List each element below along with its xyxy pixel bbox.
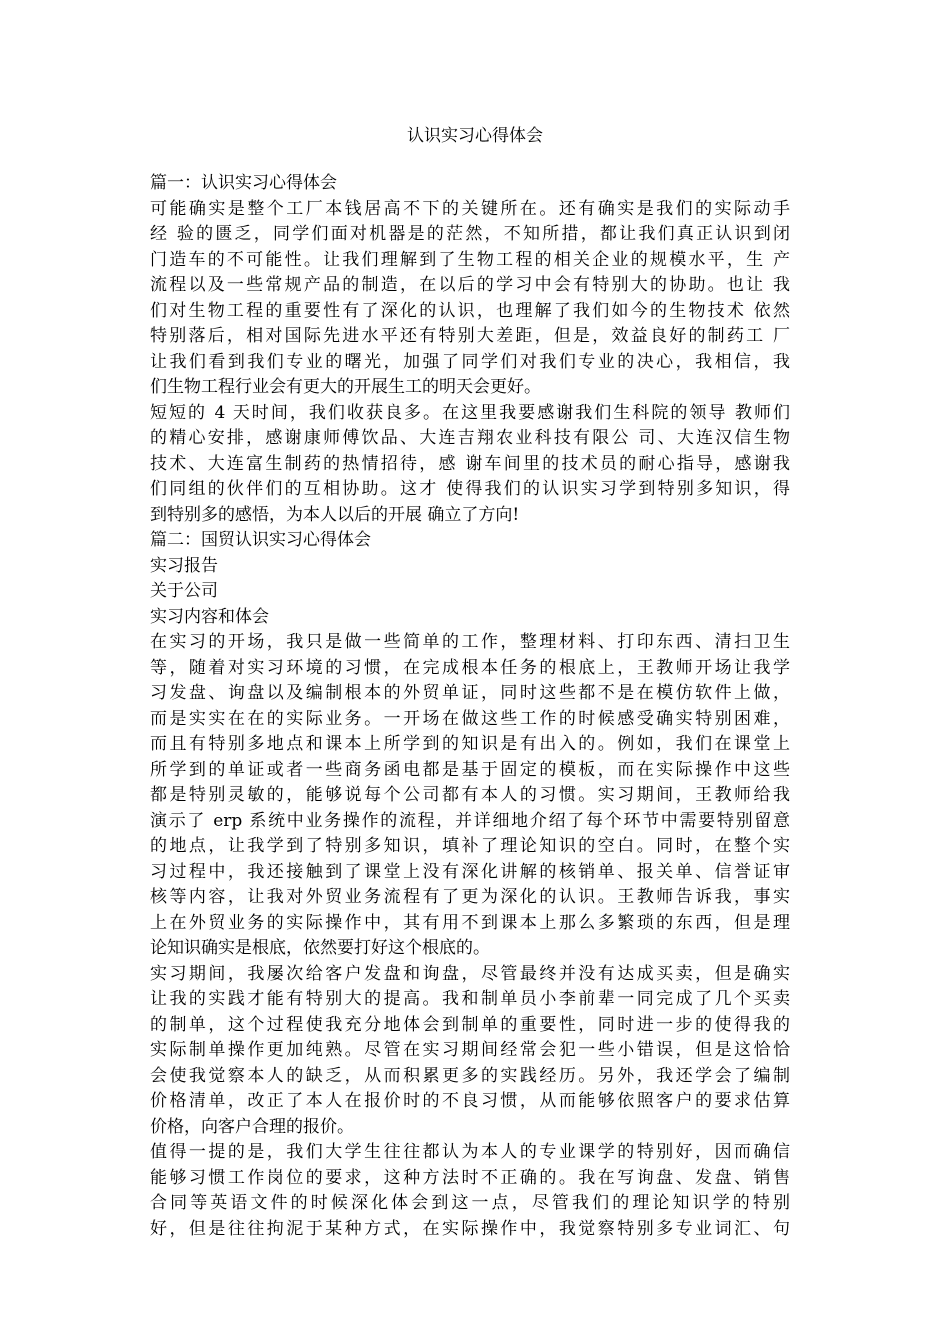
paragraph-line: 好，但是往往拘泥于某种方式，在实际操作中，我觉察特别多专业词汇、句 [150, 1218, 790, 1239]
paragraph-line: 合同等英语文件的时候深化体会到这一点，尽管我们的理论知识学的特别 [150, 1193, 790, 1213]
paragraph-line: 让我的实践才能有特别大的提高。我和制单员小李前辈一同完成了几个买卖 [150, 989, 790, 1009]
paragraph-line: 习发盘、询盘以及编制根本的外贸单证，同时这些都不是在模仿软件上做， [150, 683, 790, 703]
paragraph-line: 们生物工程行业会有更大的开展生工的明天会更好。 [150, 377, 541, 397]
paragraph-line: 上在外贸业务的实际操作中，其有用不到课本上那么多繁琐的东西，但是理 [150, 912, 790, 933]
paragraph-line: 论知识确实是根底，依然要打好这个根底的。 [150, 938, 490, 958]
paragraph-line: 可能确实是整个工厂本钱居高不下的关键所在。还有确实是我们的实际动手 [150, 198, 790, 219]
document-body [150, 171, 790, 1242]
paragraph-4 [150, 962, 790, 1141]
subheading-report: 实习报告 [150, 555, 218, 576]
paragraph-line: 在实习的开场，我只是做一些简单的工作，整理材料、打印东西、清扫卫生 [150, 632, 790, 652]
subheading-content: 实习内容和体会 [150, 606, 269, 627]
paragraph-line: 都是特别灵敏的，能够说每个公司都有本人的习惯。实习期间，王教师给我 [150, 785, 790, 805]
paragraph-line: 流程以及一些常规产品的制造，在以后的学习中会有特别大的协助。也让 我 [150, 275, 790, 295]
paragraph-line: 价格清单，改正了本人在报价时的不良习惯，从而能够依照客户的要求估算 [150, 1091, 790, 1111]
paragraph-line: 演示了 erp 系统中业务操作的流程，并详细地介绍了每个环节中需要特别留意 [150, 810, 790, 831]
paragraph-line: 的精心安排，感谢康师傅饮品、大连吉翔农业科技有限公 司、大连汉信生物 [150, 428, 790, 448]
paragraph-line: 的制单，这个过程使我充分地体会到制单的重要性，同时进一步的使得我的 [150, 1014, 790, 1035]
paragraph-line: 门造车的不可能性。让我们理解到了生物工程的相关企业的规模水平，生 产 [150, 249, 790, 270]
paragraph-line: 会使我觉察本人的缺乏，从而积累更多的实践经历。另外，我还学会了编制 [150, 1065, 790, 1086]
paragraph-2 [150, 401, 790, 529]
paragraph-line: 等，随着对实习环境的习惯，在完成根本任务的根底上，王教师开场让我学 [150, 657, 790, 678]
paragraph-3 [150, 630, 790, 962]
part1-heading: 篇一：认识实习心得体会 [150, 173, 337, 193]
paragraph-line: 经 验的匮乏，同学们面对机器是的茫然，不知所措，都让我们真正认识到闭 [150, 224, 790, 244]
document-title: 认识实习心得体会 [407, 126, 543, 146]
paragraph-line: 让我们看到我们专业的曙光，加强了同学们对我们专业的决心，我相信，我 [150, 351, 790, 372]
paragraph-line: 实际制单操作更加纯熟。尽管在实习期间经常会犯一些小错误，但是这恰恰 [150, 1040, 790, 1060]
paragraph-line: 而且有特别多地点和课本上所学到的知识是有出入的。例如，我们在课堂上 [150, 734, 790, 754]
paragraph-line: 到特别多的感悟，为本人以后的开展 确立了方向! [150, 504, 520, 525]
paragraph-line: 而是实实在在的实际业务。一开场在做这些工作的时候感受确实特别困难， [150, 708, 790, 729]
paragraph-line: 技术、大连富生制药的热情招待，感 谢车间里的技术员的耐心指导，感谢我 [150, 453, 790, 474]
paragraph-line: 核等内容，让我对外贸业务流程有了更为深化的认识。王教师告诉我，事实 [150, 887, 790, 907]
paragraph-line: 们对生物工程的重要性有了深化的认识，也理解了我们如今的生物技术 依然 [150, 300, 790, 321]
paragraph-5 [150, 1140, 790, 1242]
paragraph-1 [150, 197, 790, 401]
paragraph-line: 特别落后，相对国际先进水平还有特别大差距，但是，效益良好的制药工 厂 [150, 326, 790, 346]
paragraph-line: 的地点，让我学到了特别多知识，填补了理论知识的空白。同时，在整个实 [150, 836, 790, 856]
subheading-company: 关于公司 [150, 581, 218, 601]
paragraph-line: 能够习惯工作岗位的要求，这种方法时不正确的。我在写询盘、发盘、销售 [150, 1167, 790, 1188]
paragraph-line: 值得一提的是，我们大学生往往都认为本人的专业课学的特别好，因而确信 [150, 1142, 790, 1162]
paragraph-line: 价格，向客户合理的报价。 [150, 1116, 354, 1137]
paragraph-line: 短短的 4 天时间，我们收获良多。在这里我要感谢我们生科院的领导 教师们 [150, 402, 790, 423]
paragraph-line: 所学到的单证或者一些商务函电都是基于固定的模板，而在实际操作中这些 [150, 759, 790, 780]
paragraph-line: 们同组的伙伴们的互相协助。这才 使得我们的认识实习学到特别多知识，得 [150, 479, 790, 499]
part2-heading: 篇二：国贸认识实习心得体会 [150, 530, 371, 550]
paragraph-line: 习过程中，我还接触到了课堂上没有深化讲解的核销单、报关单、信誉证审 [150, 861, 790, 882]
paragraph-line: 实习期间，我屡次给客户发盘和询盘，尽管最终并没有达成买卖，但是确实 [150, 963, 790, 984]
